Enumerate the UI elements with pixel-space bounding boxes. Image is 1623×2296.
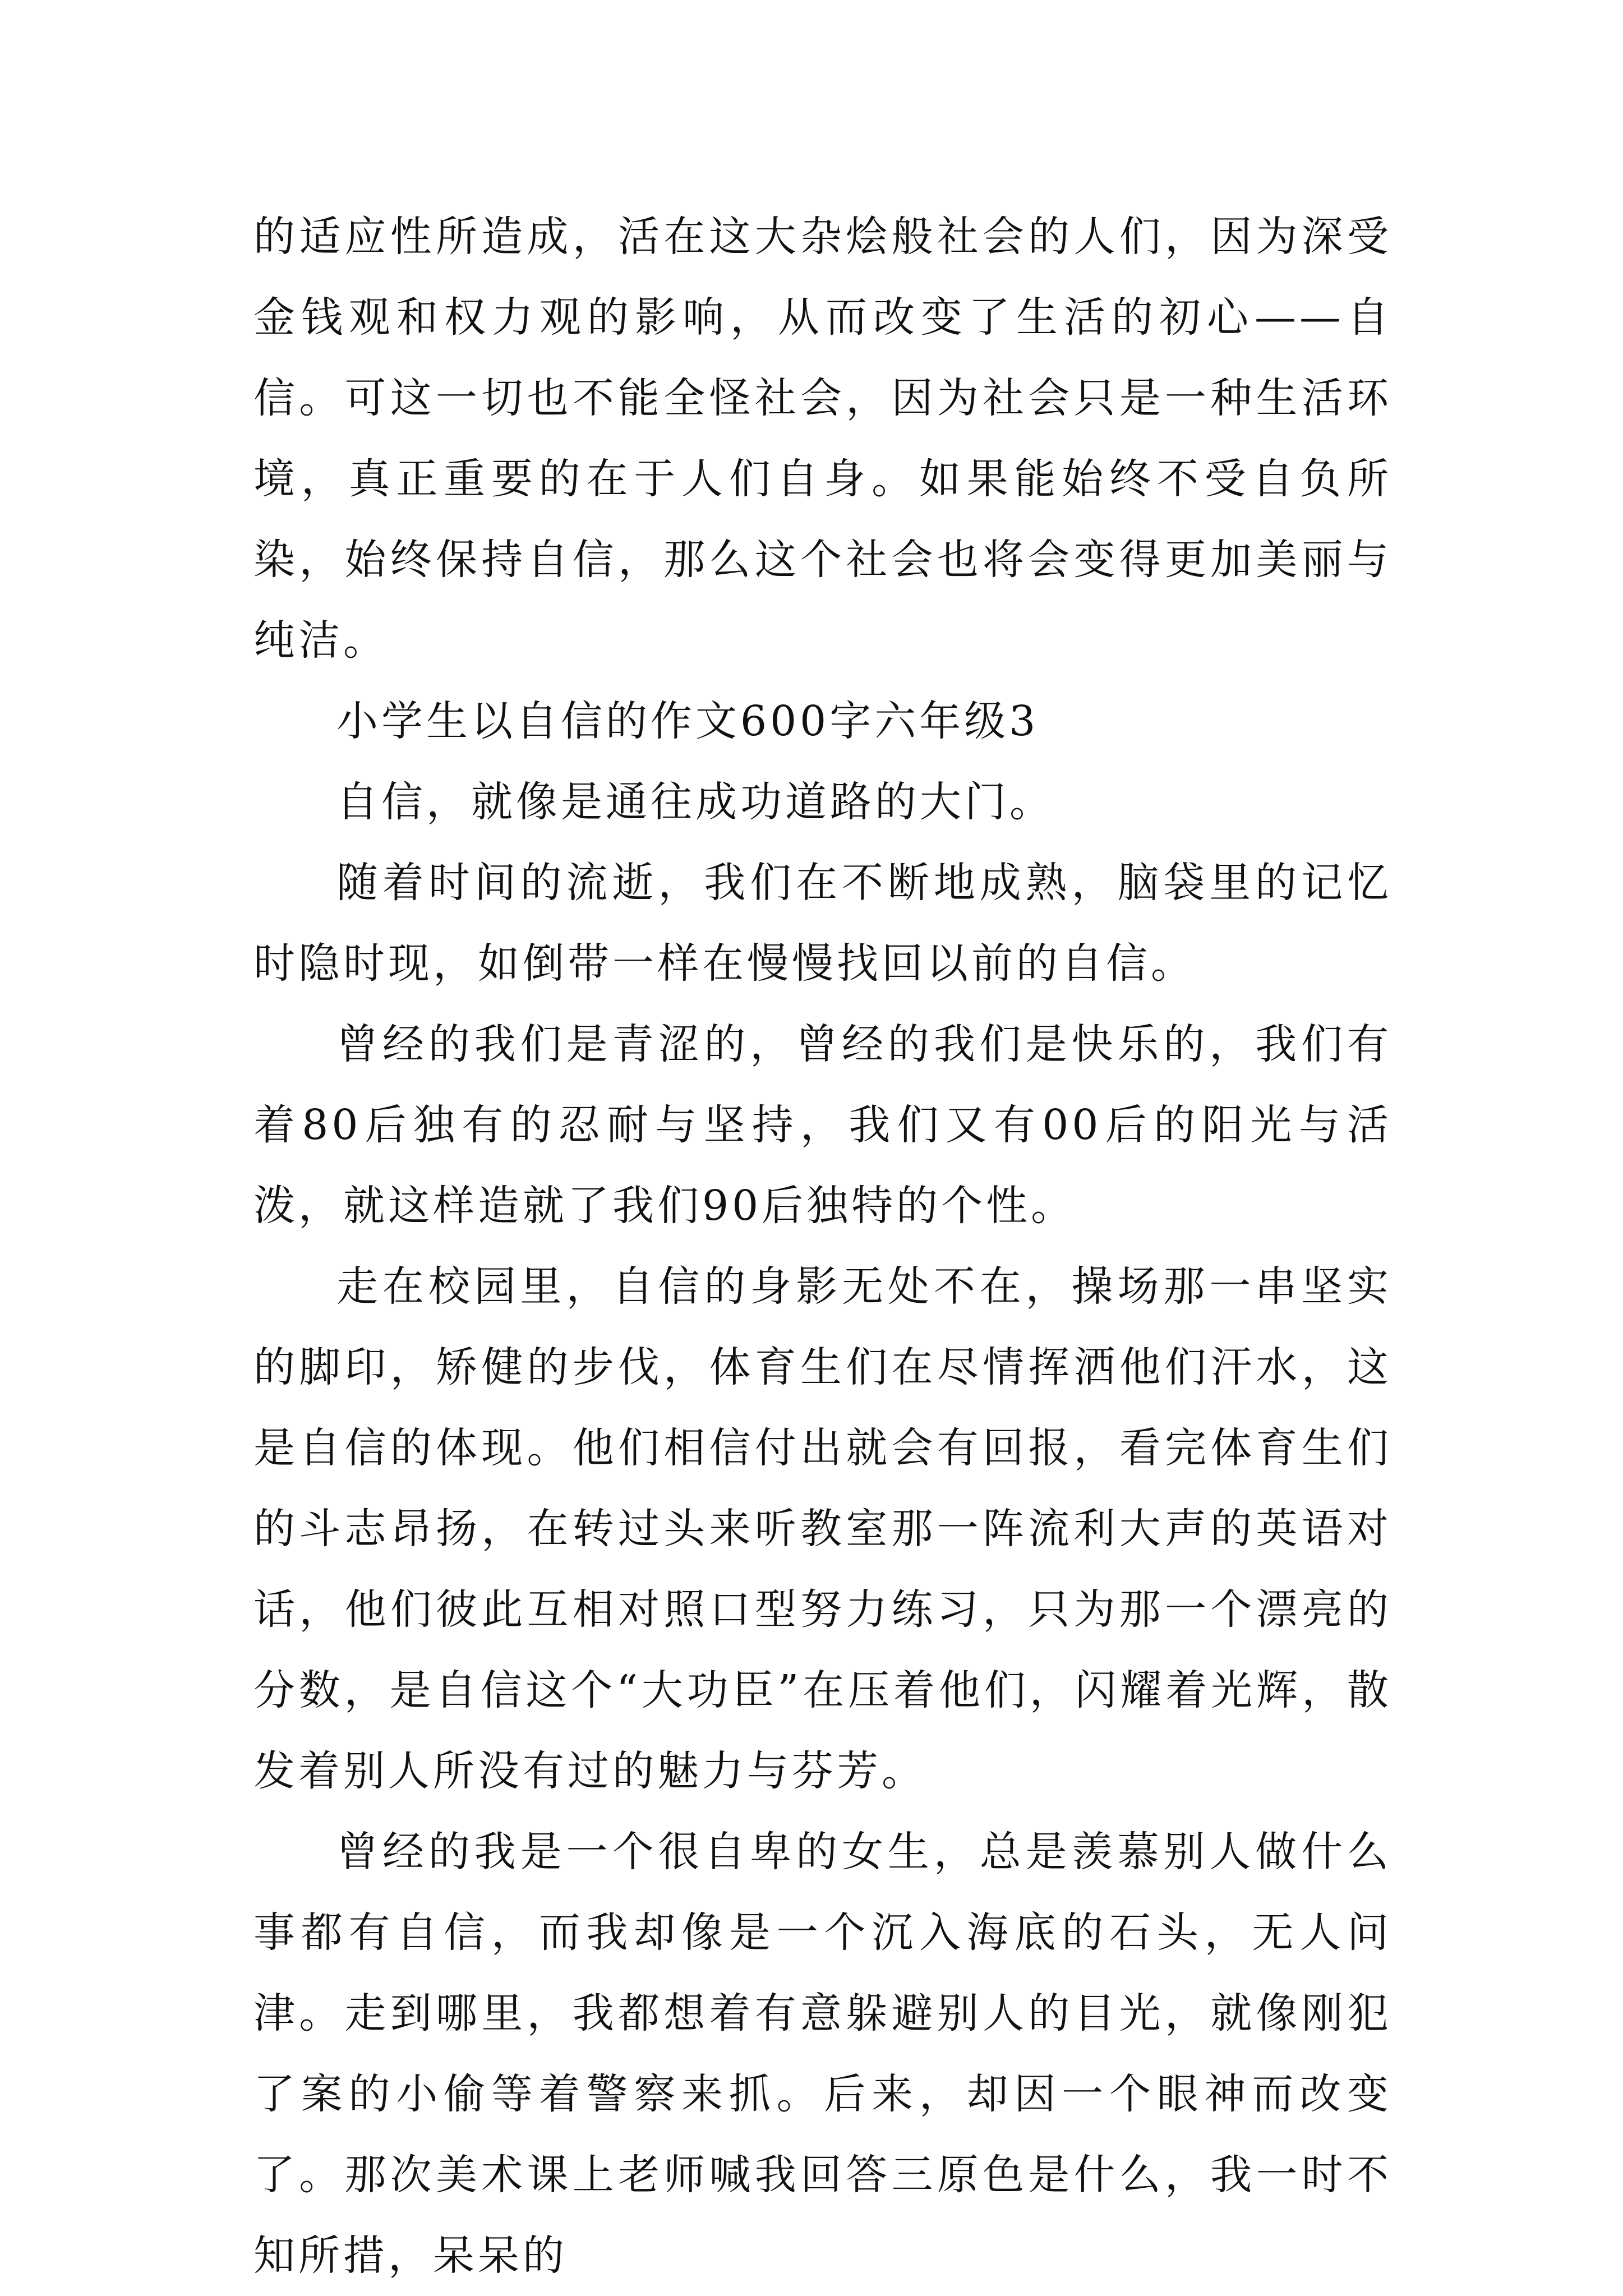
paragraph-continuation: 的适应性所造成，活在这大杂烩般社会的人们，因为深受金钱观和权力观的影响，从而改变了生活的初心——自信。可这一切也不能全怪社会，因为社会只是一种生活环境，真正重要的在于人们自身。如果能始终不受自负所染，始终保持自信，那么这个社会也将会变得更加美丽与纯洁。: [253, 213, 1392, 665]
paragraph: 自信，就像是通往成功道路的大门。: [336, 778, 1054, 826]
section-heading: 小学生以自信的作文600字六年级3: [336, 697, 1039, 745]
paragraph: 曾经的我是一个很自卑的女生，总是羡慕别人做什么事都有自信，而我却像是一个沉入海底的石头，无人问津。走到哪里，我都想着有意躲避别人的目光，就像刚犯了案的小偷等着警察来抓。后来，却因一个眼神而改变了。那次美术课上老师喊我回答三原色是什么，我一时不知所措，呆呆的: [253, 1828, 1392, 2280]
paragraph: 曾经的我们是青涩的，曾经的我们是快乐的，我们有着80后独有的忍耐与坚持，我们又有00后的阳光与活泼，就这样造就了我们90后独特的个性。: [253, 1020, 1392, 1230]
document-body: [253, 196, 1392, 2296]
paragraph: 走在校园里，自信的身影无处不在，操场那一串坚实的脚印，矫健的步伐，体育生们在尽情挥洒他们汗水，这是自信的体现。他们相信付出就会有回报，看完体育生们的斗志昂扬，在转过头来听教室那一阵流利大声的英语对话，他们彼此互相对照口型努力练习，只为那一个漂亮的分数，是自信这个“大功臣”在压着他们，闪耀着光辉，散发着别人所没有过的魅力与芬芳。: [253, 1262, 1392, 1795]
paragraph: 随着时间的流逝，我们在不断地成熟，脑袋里的记忆时隐时现，如倒带一样在慢慢找回以前的自信。: [253, 859, 1392, 988]
